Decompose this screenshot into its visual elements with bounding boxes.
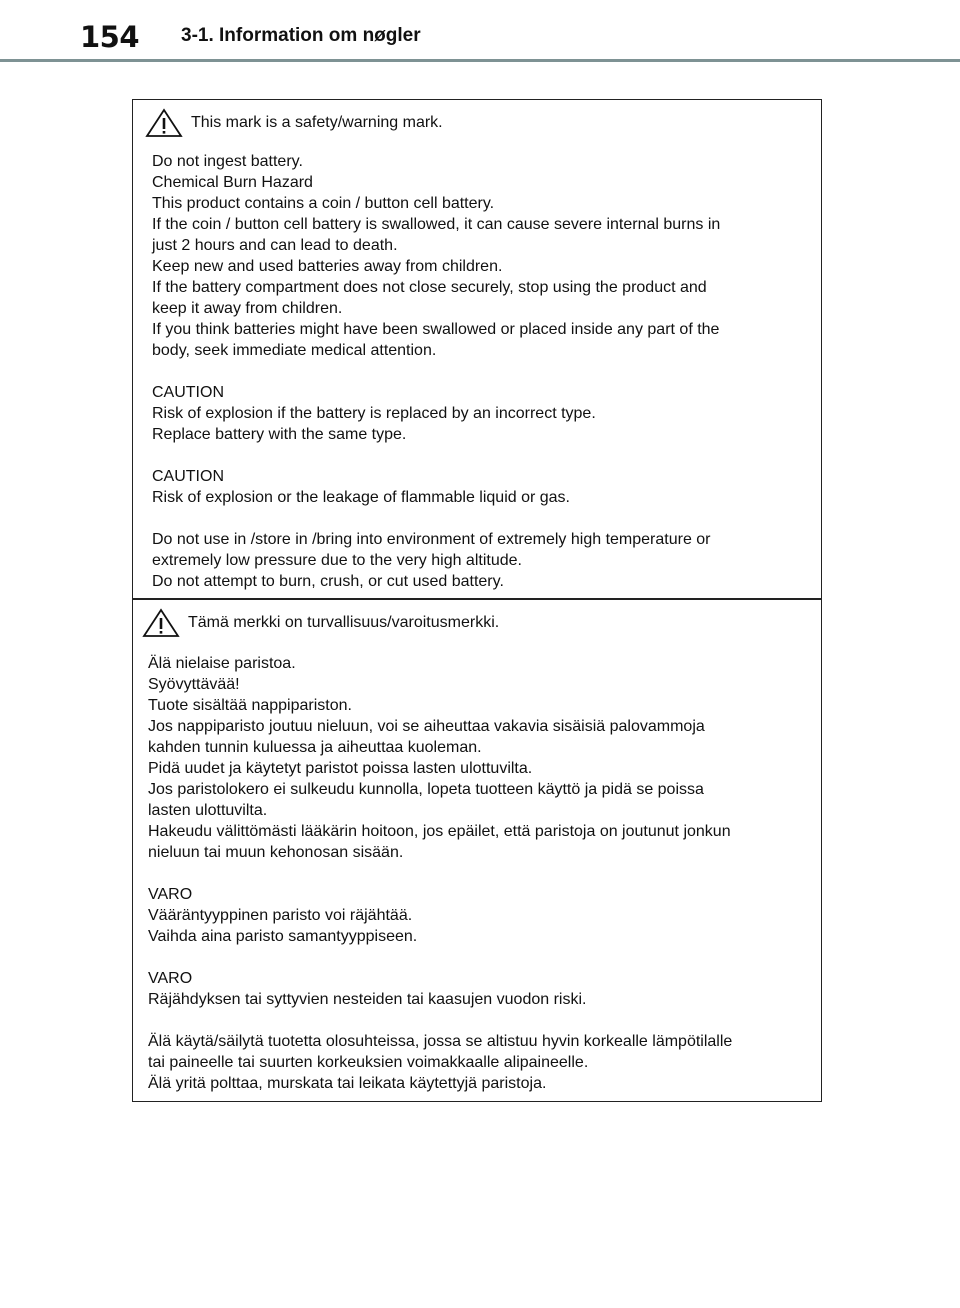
text-line: kahden tunnin kuluessa ja aiheuttaa kuoleman. <box>148 739 482 756</box>
paragraph-gap <box>152 508 803 529</box>
text-line: just 2 hours and can lead to death. <box>152 237 398 254</box>
page-header <box>0 0 960 62</box>
text-line: Keep new and used batteries away from children. <box>152 258 503 275</box>
warning-text-finnish <box>148 653 803 1094</box>
text-line: Do not ingest battery. <box>152 153 303 170</box>
text-line: Risk of explosion if the battery is replaced by an incorrect type. <box>152 405 596 422</box>
paragraph-gap <box>152 361 803 382</box>
text-line: VARO <box>148 886 193 903</box>
text-line: Räjähdyksen tai syttyvien nesteiden tai kaasujen vuodon riski. <box>148 991 587 1008</box>
page-number: 154 <box>80 20 140 54</box>
safety-mark-row <box>145 108 443 138</box>
text-line: Vääräntyyppinen paristo voi räjähtää. <box>148 907 413 924</box>
text-line: Replace battery with the same type. <box>152 426 407 443</box>
text-line: Do not use in /store in /bring into environment of extremely high temperature or <box>152 531 711 548</box>
text-line: Älä käytä/säilytä tuotetta olosuhteissa, jossa se altistuu hyvin korkealle lämpötilalle <box>148 1033 733 1050</box>
warning-text-english <box>152 151 803 592</box>
paragraph-gap <box>148 1010 803 1031</box>
section-title: 3-1. Information om nøgler <box>181 25 421 46</box>
text-line: body, seek immediate medical attention. <box>152 342 437 359</box>
text-line: lasten ulottuvilta. <box>148 802 268 819</box>
text-line: Jos nappiparisto joutuu nieluun, voi se aiheuttaa vakavia sisäisiä palovammoja <box>148 718 705 735</box>
safety-mark-row <box>142 608 499 638</box>
text-line: VARO <box>148 970 193 987</box>
text-line: If the coin / button cell battery is swallowed, it can cause severe internal burns in <box>152 216 721 233</box>
text-line: If the battery compartment does not close securely, stop using the product and <box>152 279 707 296</box>
text-line: Jos paristolokero ei sulkeudu kunnolla, lopeta tuotteen käyttö ja pidä se poissa <box>148 781 704 798</box>
warning-box-finnish <box>132 599 822 1102</box>
paragraph-gap <box>148 863 803 884</box>
text-line: Syövyttävää! <box>148 676 240 693</box>
paragraph-gap <box>152 445 803 466</box>
text-line: Pidä uudet ja käytetyt paristot poissa lasten ulottuvilta. <box>148 760 533 777</box>
text-line: CAUTION <box>152 468 224 485</box>
text-line: Älä nielaise paristoa. <box>148 655 296 672</box>
text-line: This product contains a coin / button cell battery. <box>152 195 495 212</box>
warning-triangle-icon <box>142 608 180 638</box>
text-line: tai paineelle tai suurten korkeuksien voimakkaalle alipaineelle. <box>148 1054 589 1071</box>
warning-box-english <box>132 99 822 599</box>
text-line: Tuote sisältää nappipariston. <box>148 697 352 714</box>
text-line: keep it away from children. <box>152 300 343 317</box>
text-line: Risk of explosion or the leakage of flammable liquid or gas. <box>152 489 570 506</box>
safety-mark-text: This mark is a safety/warning mark. <box>191 114 443 131</box>
text-line: Chemical Burn Hazard <box>152 174 313 191</box>
text-line: CAUTION <box>152 384 224 401</box>
text-line: extremely low pressure due to the very high altitude. <box>152 552 522 569</box>
header-rule <box>0 59 960 62</box>
safety-mark-text: Tämä merkki on turvallisuus/varoitusmerkki. <box>188 614 500 631</box>
text-line: Do not attempt to burn, crush, or cut used battery. <box>152 573 504 590</box>
text-line: nieluun tai muun kehonosan sisään. <box>148 844 404 861</box>
paragraph-gap <box>148 947 803 968</box>
text-line: If you think batteries might have been swallowed or placed inside any part of the <box>152 321 720 338</box>
text-line: Vaihda aina paristo samantyyppiseen. <box>148 928 418 945</box>
warning-triangle-icon <box>145 108 183 138</box>
text-line: Älä yritä polttaa, murskata tai leikata käytettyjä paristoja. <box>148 1075 547 1092</box>
text-line: Hakeudu välittömästi lääkärin hoitoon, jos epäilet, että paristoja on joutunut jonkun <box>148 823 731 840</box>
